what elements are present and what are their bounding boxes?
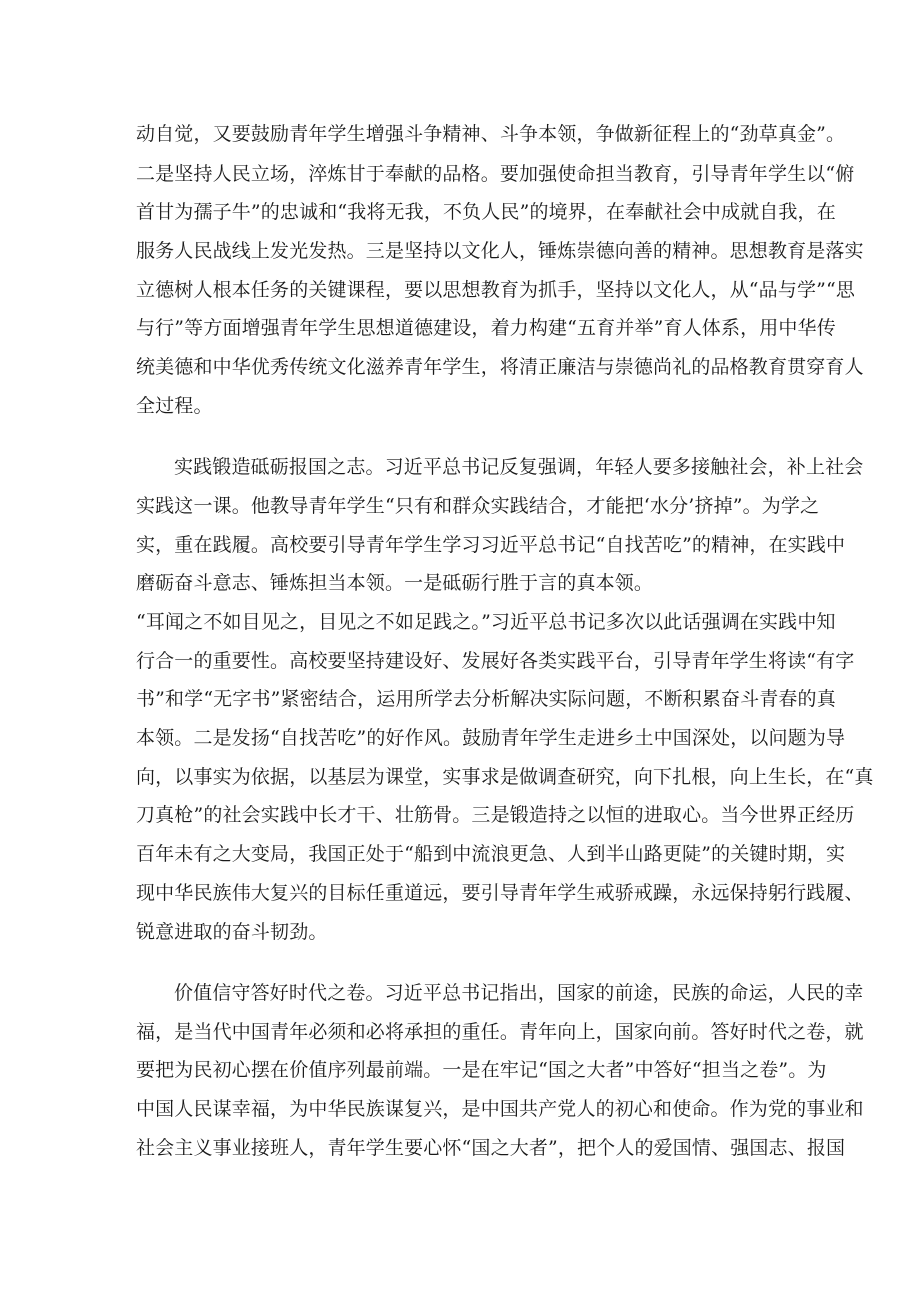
text-line: 动自觉，又要鼓励青年学生增强斗争精神、斗争本领，争做新征程上的“劲草真金”。 — [136, 123, 846, 145]
text-line: 书”和学“无字书”紧密结合，运用所学去分析解决实际问题，不断积累奋斗青春的真 — [136, 688, 836, 710]
text-line: 社会主义事业接班人，青年学生要心怀“国之大者”，把个人的爱国情、强国志、报国 — [136, 1137, 846, 1159]
text-line: 现中华民族伟大复兴的目标任重道远，要引导青年学生戒骄戒躁，永远保持躬行践履、 — [136, 882, 864, 904]
text-line: 服务人民战线上发光发热。三是坚持以文化人，锤炼崇德向善的精神。思想教育是落实 — [136, 240, 864, 262]
text-line: 统美德和中华优秀传统文化滋养青年学生，将清正廉洁与崇德尚礼的品格教育贯穿育人 — [136, 356, 864, 378]
text-line: 福，是当代中国青年必须和必将承担的重任。青年向上，国家向前。答好时代之卷，就 — [136, 1021, 864, 1043]
text-line: 磨砺奋斗意志、锤炼担当本领。一是砥砺行胜于言的真本领。 — [136, 572, 654, 594]
text-line: 刀真枪”的社会实践中长才干、壮筋骨。三是锻造持之以恒的进取心。当今世界正经历 — [136, 804, 855, 826]
text-line: 实，重在践履。高校要引导青年学生学习习近平总书记“自找苦吃”的精神，在实践中 — [136, 534, 846, 556]
text-line: 百年未有之大变局，我国正处于“船到中流浪更急、人到半山路更陡”的关键时期，实 — [136, 843, 846, 865]
text-line: 实践锻造砥砺报国之志。习近平总书记反复强调，年轻人要多接触社会，补上社会 — [174, 456, 864, 478]
text-line: 立德树人根本任务的关键课程，要以思想教育为抓手，坚持以文化人，从“品与学”“思 — [136, 279, 855, 301]
text-line: “耳闻之不如目见之，目见之不如足践之。”习近平总书记多次以此话强调在实践中知 — [136, 611, 836, 633]
text-line: 中国人民谋幸福，为中华民族谋复兴，是中国共产党人的初心和使命。作为党的事业和 — [136, 1098, 864, 1120]
text-line: 首甘为孺子牛”的忠诚和“我将无我，不负人民”的境界，在奉献社会中成就自我，在 — [136, 201, 836, 223]
text-line: 价值信守答好时代之卷。习近平总书记指出，国家的前途，民族的命运，人民的幸 — [174, 982, 864, 1004]
text-line: 与行”等方面增强青年学生思想道德建设，着力构建“五育并举”育人体系，用中华传 — [136, 317, 836, 339]
text-line: 向，以事实为依据，以基层为课堂，实事求是做调查研究，向下扎根，向上生长，在“真 — [136, 766, 874, 788]
text-line: 全过程。 — [136, 395, 213, 417]
text-line: 二是坚持人民立场，淬炼甘于奉献的品格。要加强使命担当教育，引导青年学生以“俯 — [136, 163, 855, 185]
text-line: 本领。二是发扬“自找苦吃”的好作风。鼓励青年学生走进乡土中国深处，以问题为导 — [136, 727, 846, 749]
text-line: 行合一的重要性。高校要坚持建设好、发展好各类实践平台，引导青年学生将读“有字 — [136, 650, 855, 672]
text-line: 实践这一课。他教导青年学生“只有和群众实践结合，才能把‘水分’挤掉”。为学之 — [136, 495, 820, 517]
text-line: 锐意进取的奋斗韧劲。 — [136, 921, 328, 943]
text-line: 要把为民初心摆在价值序列最前端。一是在牢记“国之大者”中答好“担当之卷”。为 — [136, 1059, 827, 1081]
